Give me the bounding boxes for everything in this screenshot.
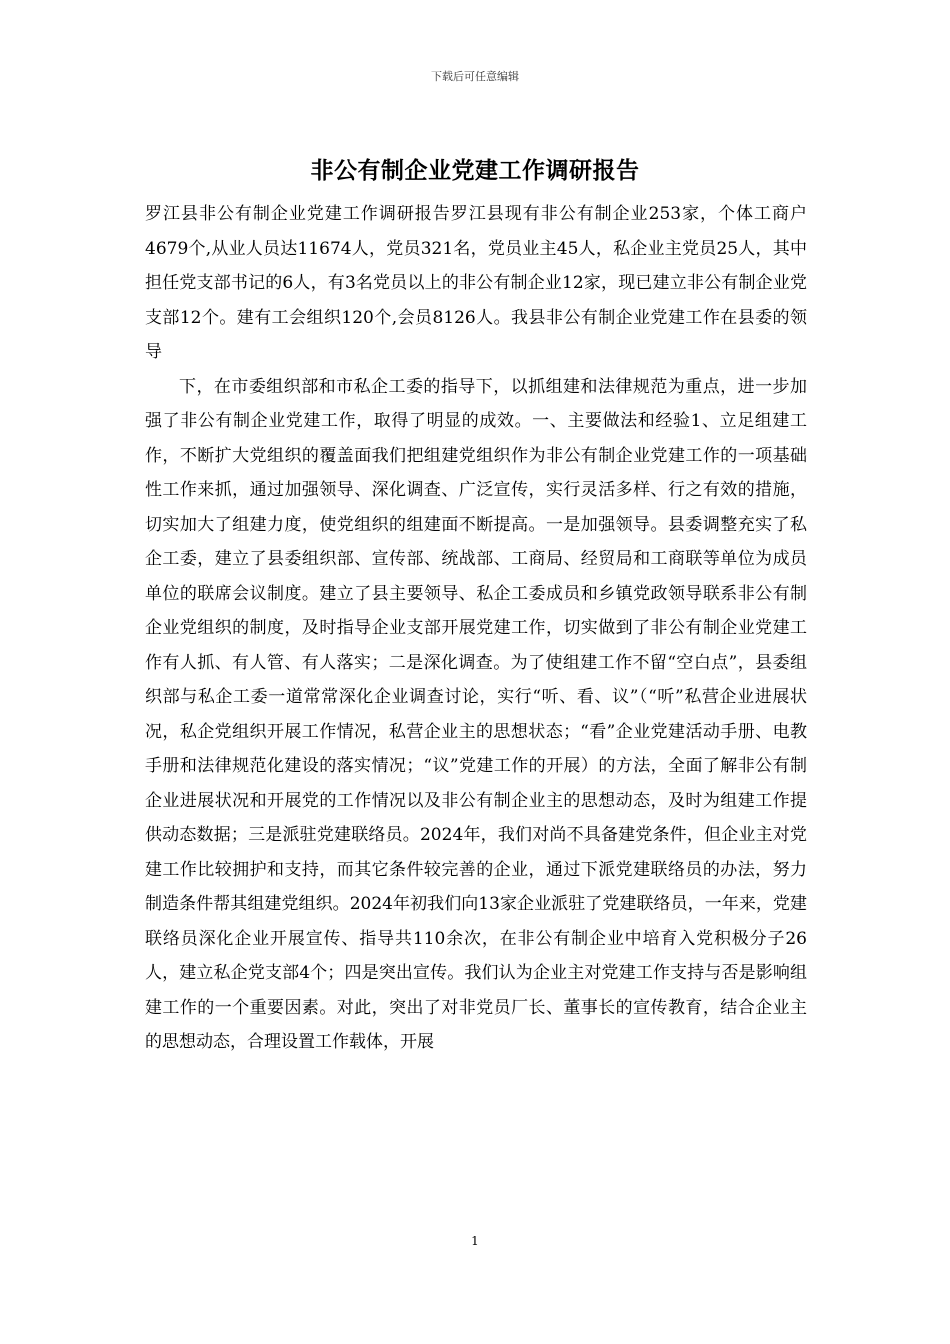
page-header-note: 下载后可任意编辑: [431, 70, 519, 83]
body-paragraph-2: 下，在市委组织部和市私企工委的指导下，以抓组建和法律规范为重点，进一步加强了非公有制企业党建工作，取得了明显的成效。一、主要做法和经验1、立足组建工作，不断扩大党组织的覆盖面我们把组建党组织作为非公有制企业党建工作的一项基础性工作来抓，通过加强领导、深化调查、广泛宣传，实行灵活多样、行之有效的措施，切实加大了组建力度，使党组织的组建面不断提高。一是加强领导。县委调整充实了私企工委，建立了县委组织部、宣传部、统战部、工商局、经贸局和工商联等单位为成员单位的联席会议制度。建立了县主要领导、私企工委成员和乡镇党政领导联系非公有制企业党组织的制度，及时指导企业支部开展党建工作，切实做到了非公有制企业党建工作有人抓、有人管、有人落实；二是深化调查。为了使组建工作不留“空白点”，县委组织部与私企工委一道常常深化企业调查讨论，实行“听、看、议”（“听”私营企业进展状况，私企党组织开展工作情况，私营企业主的思想状态；“看”企业党建活动手册、电教手册和法律规范化建设的落实情况；“议”党建工作的开展）的方法，全面了解非公有制企业进展状况和开展党的工作情况以及非公有制企业主的思想动态，及时为组建工作提供动态数据；三是派驻党建联络员。2024年，我们对尚不具备建党条件，但企业主对党建工作比较拥护和支持，而其它条件较完善的企业，通过下派党建联络员的办法，努力制造条件帮其组建党组织。2024年初我们向13家企业派驻了党建联络员，一年来，党建联络员深化企业开展宣传、指导共110余次，在非公有制企业中培育入党积极分子26人，建立私企党支部4个；四是突出宣传。我们认为企业主对党建工作支持与否是影响组建工作的一个重要因素。对此，突出了对非党员厂长、董事长的宣传教育，结合企业主的思想动态，合理设置工作载体，开展: [145, 376, 807, 1052]
document-body: [145, 197, 807, 1060]
body-paragraph-1: 罗江县非公有制企业党建工作调研报告罗江县现有非公有制企业253家，个体工商户4679个,从业人员达11674人，党员321名，党员业主45人，私企业主党员25人，其中担任党支部书记的6人，有3名党员以上的非公有制企业12家，现已建立非公有制企业党支部12个。建有工会组织120个,会员8126人。我县非公有制企业党建工作在县委的领导: [145, 204, 807, 362]
document-title: 非公有制企业党建工作调研报告: [310, 157, 640, 184]
page-number: 1: [471, 1234, 479, 1248]
